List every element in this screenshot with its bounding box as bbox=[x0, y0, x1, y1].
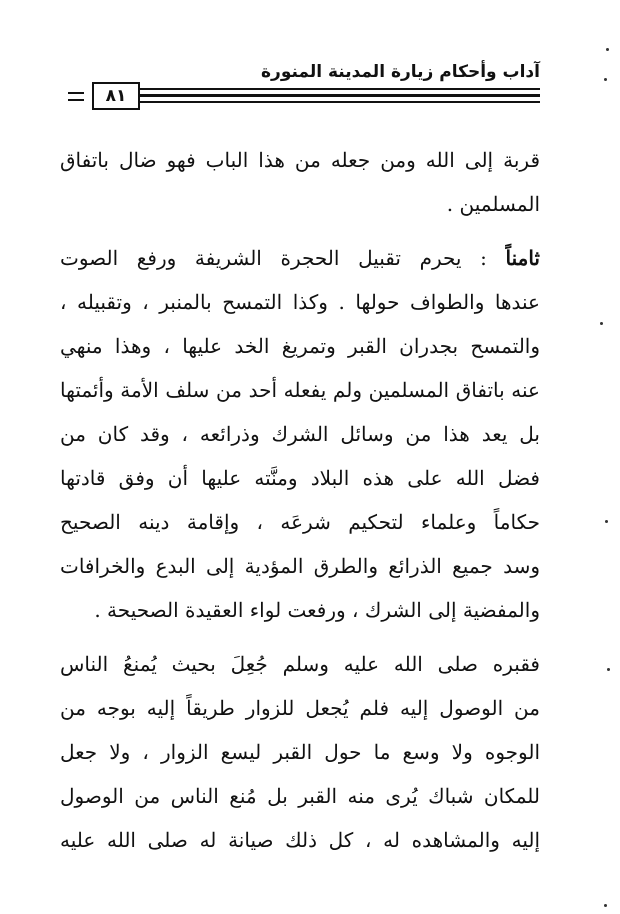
paragraph-2 bbox=[60, 236, 540, 632]
text-line: إليه والمشاهده له ، كل ذلك صيانة له صلى الله عليه bbox=[60, 828, 540, 852]
lead-word: ثامناً bbox=[505, 246, 540, 270]
text-line: عندها والطواف حولها . وكذا التمسح بالمنبر ، وتقبيله ، bbox=[60, 290, 540, 314]
text-line: قربة إلى الله ومن جعله من هذا الباب فهو ضال باتفاق bbox=[60, 148, 540, 172]
page-header bbox=[60, 62, 540, 112]
text-line: بل يعد هذا من وسائل الشرك وذرائعه ، وقد كان من bbox=[60, 422, 540, 446]
header-dash bbox=[68, 99, 84, 101]
text-line: حكاماً وعلماء لتحكيم شرعَه ، وإقامة دينه الصحيح bbox=[60, 510, 540, 534]
text-line: فضل الله على هذه البلاد ومنَّته عليها أن وفق قادتها bbox=[60, 466, 540, 490]
text-line: من الوصول إليه فلم يُجعل للزوار طريقاً إليه بوجه من bbox=[60, 696, 540, 720]
paragraph-3 bbox=[60, 642, 540, 862]
text-line: وسد جميع الذرائع والطرق المؤدية إلى البدع والخرافات bbox=[60, 554, 540, 578]
header-rule bbox=[140, 94, 540, 97]
scan-speck bbox=[604, 904, 607, 907]
text-run: : يحرم تقبيل الحجرة الشريفة ورفع الصوت bbox=[60, 246, 487, 270]
scan-speck bbox=[605, 520, 608, 523]
text-line bbox=[60, 236, 540, 280]
text-line: للمكان شباك يُرى منه القبر بل مُنع الناس من الوصول bbox=[60, 784, 540, 808]
scan-speck bbox=[604, 78, 607, 81]
text-line: الوجوه ولا وسع ما حول القبر ليسع الزوار ، ولا جعل bbox=[60, 740, 540, 764]
header-dash bbox=[68, 92, 84, 94]
header-rule bbox=[140, 101, 540, 103]
running-title: آداب وأحكام زيارة المدينة المنورة bbox=[261, 62, 540, 82]
text-line: والمفضية إلى الشرك ، ورفعت لواء العقيدة الصحيحة . bbox=[94, 598, 540, 622]
scan-speck bbox=[607, 668, 610, 671]
page-number: ٨١ bbox=[92, 82, 140, 110]
paragraph-1 bbox=[60, 138, 540, 226]
text-line: فقبره صلى الله عليه وسلم جُعِلَ بحيث يُمنعُ الناس bbox=[60, 652, 540, 676]
text-line: المسلمين . bbox=[446, 192, 540, 216]
scan-speck bbox=[600, 322, 603, 325]
scan-speck bbox=[606, 48, 609, 51]
text-line: والتمسح بجدران القبر وتمريغ الخد عليها ، وهذا منهي bbox=[60, 334, 540, 358]
body-text bbox=[60, 138, 540, 862]
text-line: عنه باتفاق المسلمين ولم يفعله أحد من سلف الأمة وأئمتها bbox=[60, 378, 540, 402]
header-rule bbox=[140, 88, 540, 90]
